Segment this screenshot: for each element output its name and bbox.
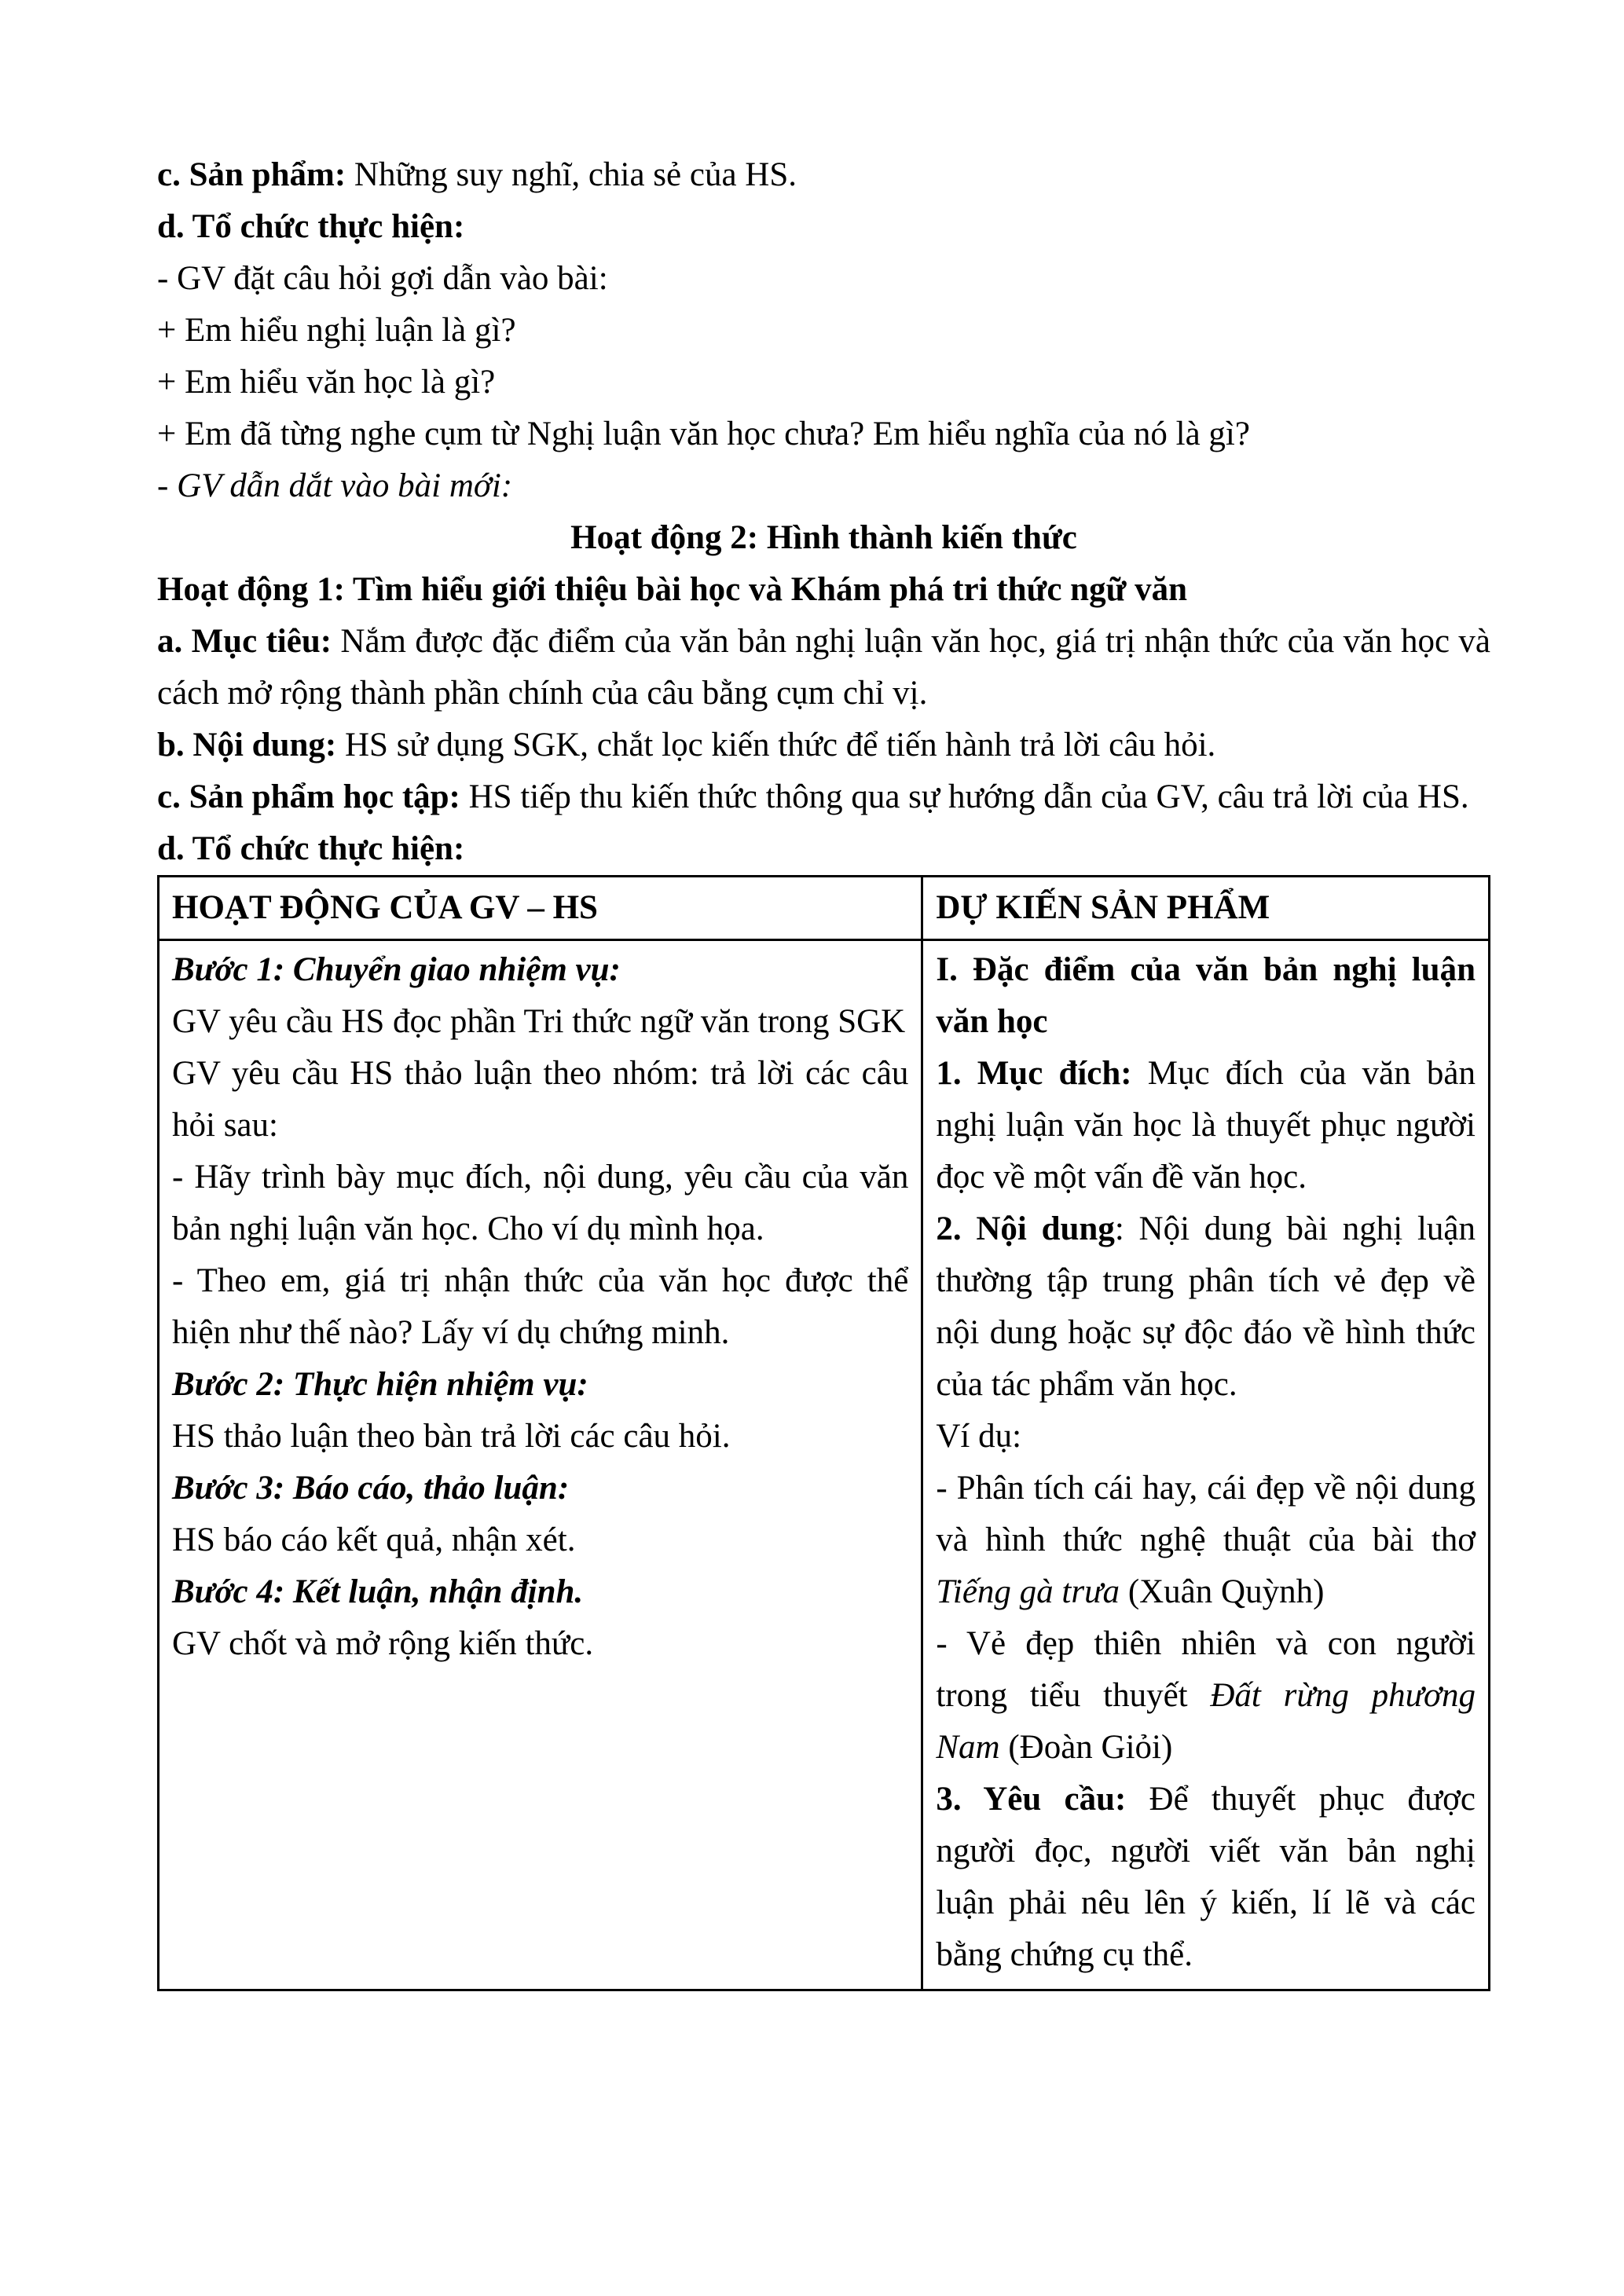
- table-header-row: [159, 877, 1490, 940]
- bold-run: c. Sản phẩm học tập:: [157, 778, 460, 815]
- italic-run: - GV dẫn dắt vào bài mới:: [157, 467, 513, 504]
- cell-paragraph: HS thảo luận theo bàn trả lời các câu hỏi.: [172, 1418, 731, 1455]
- bold-run: d. Tổ chức thực hiện:: [157, 830, 465, 867]
- bold-run: 1. Mục đích:: [936, 1055, 1132, 1092]
- cell-paragraph: [936, 1463, 1476, 1618]
- step-heading: Bước 4: Kết luận, nhận định.: [172, 1573, 584, 1610]
- paragraph-to-chuc-1: [157, 201, 1490, 253]
- cell-paragraph: GV chốt và mở rộng kiến thức.: [172, 1625, 594, 1662]
- paragraph-noi-dung: [157, 720, 1490, 771]
- text-run: Những suy nghĩ, chia sẻ của HS.: [346, 156, 797, 193]
- header-text: HOẠT ĐỘNG CỦA GV – HS: [172, 889, 598, 926]
- cell-paragraph: [936, 1203, 1476, 1411]
- heading-hoat-dong-2: [157, 512, 1490, 564]
- cell-paragraph: - Hãy trình bày mục đích, nội dung, yêu cầu của văn bản nghị luận văn học. Cho ví dụ mình họa.: [172, 1159, 909, 1247]
- text-run: Nắm được đặc điểm của văn bản nghị luận văn học, giá trị nhận thức của văn học và cách mở rộng thành phần chính của câu bằng cụm chỉ vị.: [157, 623, 1491, 712]
- activity-table: [157, 875, 1490, 1991]
- bold-run: 2. Nội dung: [936, 1210, 1115, 1247]
- cell-paragraph: GV yêu cầu HS đọc phần Tri thức ngữ văn trong SGK: [172, 1003, 906, 1040]
- cell-paragraph: HS báo cáo kết quả, nhận xét.: [172, 1522, 576, 1558]
- table-body-row: [159, 940, 1490, 1990]
- paragraph-question-3: [157, 408, 1490, 460]
- table-header-gv-hs: [159, 877, 922, 940]
- table-cell-gv-hs-activities: [159, 940, 922, 1990]
- text-run: + Em hiểu văn học là gì?: [157, 364, 496, 401]
- paragraph-san-pham-hoc-tap: [157, 771, 1490, 823]
- text-run: Để thuyết phục được người đọc, người viết văn bản nghị luận phải nêu lên ý kiến, lí lẽ và các bằng chứng cụ thể.: [936, 1781, 1476, 1973]
- italic-run: Tiếng gà trưa: [936, 1573, 1120, 1610]
- table-cell-expected-products: [922, 940, 1490, 1990]
- bold-run: c. Sản phẩm:: [157, 156, 346, 193]
- text-run: Mục đích của văn bản nghị luận văn học là thuyết phục người đọc về một vấn đề văn học.: [936, 1055, 1476, 1196]
- section-heading: I. Đặc điểm của văn bản nghị luận văn học: [936, 951, 1476, 1040]
- text-run: - Phân tích cái hay, cái đẹp về nội dung và hình thức nghệ thuật của bài thơ: [936, 1470, 1476, 1558]
- paragraph-question-1: [157, 305, 1490, 357]
- text-run: HS tiếp thu kiến thức thông qua sự hướng dẫn của GV, câu trả lời của HS.: [460, 778, 1469, 815]
- cell-paragraph: [936, 1048, 1476, 1203]
- table-header-du-kien-san-pham: [922, 877, 1490, 940]
- heading-text: Hoạt động 1: Tìm hiểu giới thiệu bài học và Khám phá tri thức ngữ văn: [157, 571, 1188, 608]
- text-run: + Em hiểu nghị luận là gì?: [157, 312, 516, 349]
- paragraph-dan-dat: [157, 460, 1490, 512]
- text-run: (Đoàn Giỏi): [999, 1729, 1173, 1766]
- cell-paragraph: GV yêu cầu HS thảo luận theo nhóm: trả lời các câu hỏi sau:: [172, 1055, 909, 1144]
- header-text: DỰ KIẾN SẢN PHẨM: [936, 889, 1270, 926]
- step-heading: Bước 2: Thực hiện nhiệm vụ:: [172, 1366, 588, 1403]
- heading-text: Hoạt động 2: Hình thành kiến thức: [570, 519, 1077, 556]
- text-run: - GV đặt câu hỏi gợi dẫn vào bài:: [157, 260, 608, 297]
- paragraph-san-pham: [157, 149, 1490, 201]
- cell-paragraph: [936, 1774, 1476, 1981]
- paragraph-question-2: [157, 357, 1490, 408]
- step-heading: Bước 3: Báo cáo, thảo luận:: [172, 1470, 570, 1507]
- bold-run: 3. Yêu cầu:: [936, 1781, 1127, 1818]
- text-run: (Xuân Quỳnh): [1120, 1573, 1325, 1610]
- step-heading: Bước 1: Chuyển giao nhiệm vụ:: [172, 951, 621, 988]
- heading-hoat-dong-1: [157, 564, 1490, 616]
- text-run: HS sử dụng SGK, chắt lọc kiến thức để tiến hành trả lời câu hỏi.: [336, 727, 1216, 764]
- text-run: + Em đã từng nghe cụm từ Nghị luận văn học chưa? Em hiểu nghĩa của nó là gì?: [157, 416, 1250, 452]
- cell-paragraph: [936, 1618, 1476, 1774]
- italic-run: Đất rừng phương Nam: [936, 1677, 1476, 1766]
- paragraph-muc-tieu: [157, 616, 1490, 720]
- paragraph-to-chuc-2: [157, 823, 1490, 875]
- text-run: - Vẻ đẹp thiên nhiên và con người trong tiểu thuyết: [936, 1625, 1476, 1714]
- bold-run: b. Nội dung:: [157, 727, 337, 764]
- text-run: : Nội dung bài nghị luận thường tập trung phân tích vẻ đẹp về nội dung hoặc sự độc đáo về hình thức của tác phẩm văn học.: [936, 1210, 1476, 1403]
- cell-paragraph: Ví dụ:: [936, 1418, 1022, 1455]
- cell-paragraph: - Theo em, giá trị nhận thức của văn học được thể hiện như thế nào? Lấy ví dụ chứng minh.: [172, 1262, 909, 1351]
- bold-run: a. Mục tiêu:: [157, 623, 332, 660]
- bold-run: d. Tổ chức thực hiện:: [157, 208, 465, 245]
- paragraph-goi-dan: [157, 253, 1490, 305]
